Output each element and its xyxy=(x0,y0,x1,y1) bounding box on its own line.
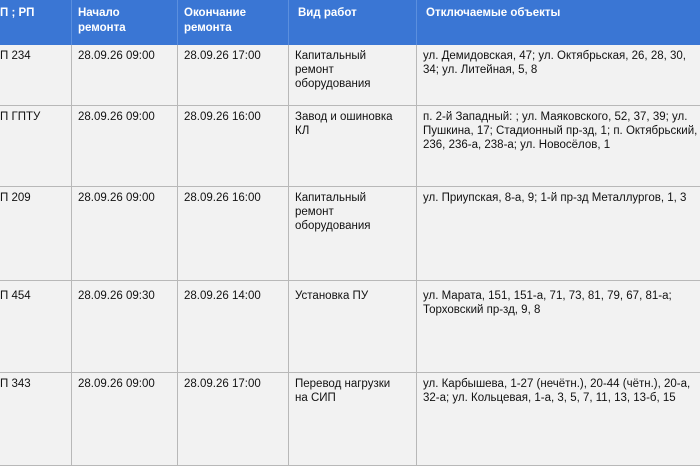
cell-start: 28.09.26 09:30 xyxy=(72,281,178,373)
cell-tp: П ГПТУ xyxy=(0,106,72,187)
cell-work: Перевод нагрузки на СИП xyxy=(289,373,417,466)
column-header-tp: П ; РП xyxy=(0,0,72,45)
cell-end: 28.09.26 17:00 xyxy=(178,45,289,106)
cell-work: Капитальный ремонт оборудования xyxy=(289,187,417,281)
cell-tp: П 343 xyxy=(0,373,72,466)
cell-objects: ул. Карбышева, 1-27 (нечётн.), 20-44 (чётн.), 20-а, 32-а; ул. Кольцевая, 1-а, 3, 5, 7, 11, 13, 13-б, 15 xyxy=(417,373,700,466)
cell-start: 28.09.26 09:00 xyxy=(72,45,178,106)
cell-end: 28.09.26 14:00 xyxy=(178,281,289,373)
cell-work: Установка ПУ xyxy=(289,281,417,373)
column-header-end: Окончание ремонта xyxy=(178,0,289,45)
column-header-work: Вид работ xyxy=(289,0,417,45)
cell-end: 28.09.26 16:00 xyxy=(178,187,289,281)
cell-objects: ул. Приупская, 8-а, 9; 1-й пр-зд Металлургов, 1, 3 xyxy=(417,187,700,281)
cell-tp: П 209 xyxy=(0,187,72,281)
cell-work: Завод и ошиновка КЛ xyxy=(289,106,417,187)
column-header-start: Начало ремонта xyxy=(72,0,178,45)
cell-start: 28.09.26 09:00 xyxy=(72,187,178,281)
column-header-objects: Отключаемые объекты xyxy=(417,0,700,45)
cell-end: 28.09.26 16:00 xyxy=(178,106,289,187)
cell-start: 28.09.26 09:00 xyxy=(72,106,178,187)
cell-work: Капитальный ремонт оборудования xyxy=(289,45,417,106)
cell-objects: ул. Марата, 151, 151-а, 71, 73, 81, 79, 67, 81-а; Торховский пр-зд, 9, 8 xyxy=(417,281,700,373)
cell-start: 28.09.26 09:00 xyxy=(72,373,178,466)
cell-objects: ул. Демидовская, 47; ул. Октябрьская, 26, 28, 30, 34; ул. Литейная, 5, 8 xyxy=(417,45,700,106)
cell-tp: П 454 xyxy=(0,281,72,373)
cell-end: 28.09.26 17:00 xyxy=(178,373,289,466)
cell-tp: П 234 xyxy=(0,45,72,106)
cell-objects: п. 2-й Западный: ; ул. Маяковского, 52, 37, 39; ул. Пушкина, 17; Стадионный пр-зд, 1; п. Октябрьский, 236, 236-а, 238-а; ул. Новосёлов, 1 xyxy=(417,106,700,187)
